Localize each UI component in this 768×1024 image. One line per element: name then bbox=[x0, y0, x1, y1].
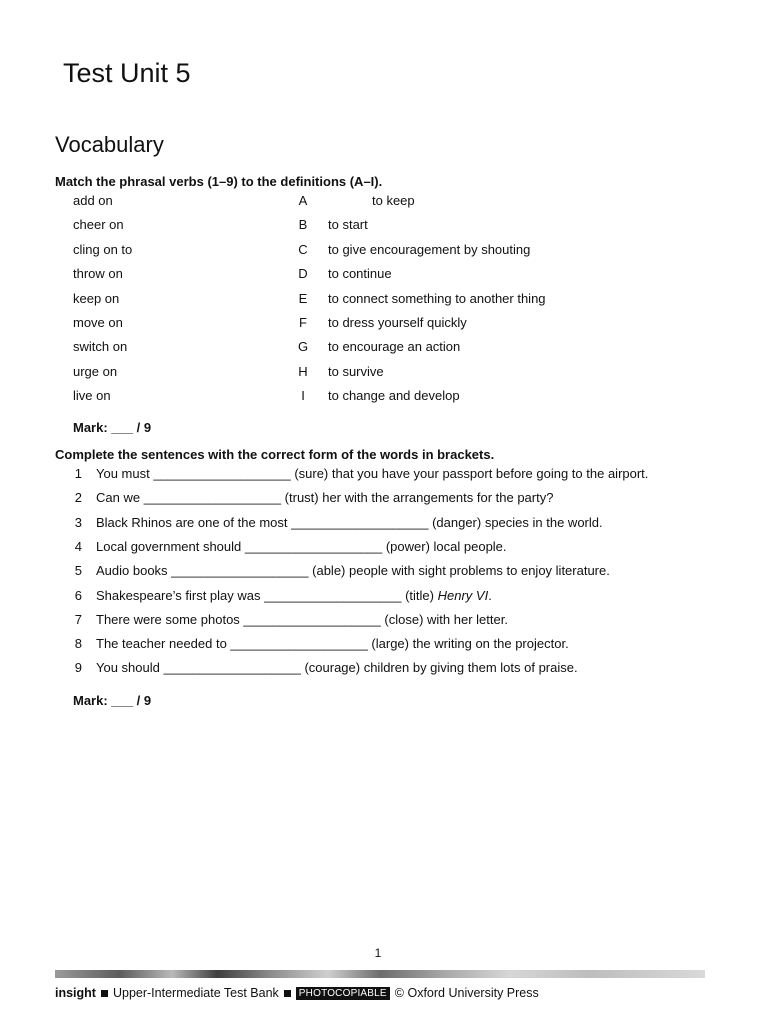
sentence-number: 2 bbox=[74, 490, 82, 506]
page-number: 1 bbox=[374, 946, 382, 960]
phrasal-verb: cheer on bbox=[73, 217, 124, 233]
sentence-body: You should ___________________ (courage) children by giving them lots of praise. bbox=[96, 660, 578, 676]
sentence-text bbox=[96, 563, 610, 578]
footer-publisher: © Oxford University Press bbox=[394, 986, 539, 1000]
definition-text: to encourage an action bbox=[328, 339, 461, 355]
definition-letter: C bbox=[298, 241, 308, 257]
definition-text: to dress yourself quickly bbox=[328, 315, 467, 330]
matching-row bbox=[0, 339, 768, 359]
definition-letter: F bbox=[299, 315, 307, 330]
phrasal-verb: switch on bbox=[73, 339, 128, 355]
exercise1-instruction: Match the phrasal verbs (1–9) to the definitions (A–I). bbox=[55, 174, 383, 189]
definition-text: to give encouragement by shouting bbox=[328, 241, 531, 257]
definition-letter: H bbox=[298, 363, 308, 379]
sentence-body: You must ___________________ (sure) that you have your passport before going to the airport. bbox=[96, 466, 649, 481]
matching-row bbox=[0, 364, 768, 384]
phrasal-verb: cling on to bbox=[73, 241, 133, 257]
matching-row bbox=[0, 266, 768, 286]
sentence-end: . bbox=[488, 587, 492, 603]
sentence-number: 8 bbox=[74, 636, 82, 652]
sentence-number: 5 bbox=[74, 563, 82, 579]
footer-square-icon bbox=[284, 990, 291, 997]
sentence-text bbox=[96, 660, 578, 675]
sentence-row bbox=[0, 660, 768, 680]
footer-brand: insight bbox=[55, 986, 96, 1000]
exercise2-mark: Mark: ___ / 9 bbox=[73, 693, 152, 708]
sentence-row bbox=[0, 490, 768, 510]
sentence-text bbox=[96, 515, 603, 530]
matching-row bbox=[0, 217, 768, 237]
matching-row bbox=[0, 315, 768, 335]
definition-text: to connect something to another thing bbox=[328, 290, 546, 306]
matching-row bbox=[0, 291, 768, 311]
phrasal-verb: move on bbox=[73, 315, 123, 330]
sentence-number: 9 bbox=[74, 660, 82, 676]
definition-text: to keep bbox=[372, 193, 415, 208]
footer-image-band bbox=[55, 970, 705, 978]
footer-square-icon bbox=[101, 990, 108, 997]
phrasal-verb: urge on bbox=[73, 363, 118, 379]
definition-letter: G bbox=[297, 339, 309, 355]
sentence-italic-title: Henry VI bbox=[437, 587, 489, 603]
sentence-text bbox=[96, 539, 507, 554]
phrasal-verb: throw on bbox=[73, 266, 123, 282]
sentence-text bbox=[96, 466, 648, 481]
sentence-text bbox=[96, 612, 508, 627]
sentence-body: Shakespeare’s first play was ___________________ (title) bbox=[96, 587, 438, 603]
sentence-number: 3 bbox=[74, 514, 82, 530]
sentence-text bbox=[96, 588, 492, 603]
sentence-number: 6 bbox=[74, 587, 82, 603]
phrasal-verb: keep on bbox=[73, 290, 120, 306]
definition-letter: B bbox=[298, 217, 308, 233]
matching-row bbox=[0, 242, 768, 262]
sentence-body: Audio books ___________________ (able) people with sight problems to enjoy literature. bbox=[96, 563, 610, 579]
sentence-row bbox=[0, 466, 768, 486]
exercise2-instruction: Complete the sentences with the correct form of the words in brackets. bbox=[55, 447, 495, 462]
sentence-body: Black Rhinos are one of the most ___________________ (danger) species in the world. bbox=[96, 514, 603, 530]
sentence-body: The teacher needed to ___________________ (large) the writing on the projector. bbox=[96, 636, 569, 652]
sentence-body: Local government should ___________________ (power) local people. bbox=[96, 538, 507, 554]
matching-row bbox=[0, 193, 768, 213]
sentence-number: 4 bbox=[74, 538, 82, 554]
phrasal-verb: add on bbox=[73, 193, 113, 208]
definition-text: to continue bbox=[328, 266, 392, 282]
definition-letter: I bbox=[301, 388, 305, 404]
sentence-text bbox=[96, 636, 569, 651]
sentence-row bbox=[0, 588, 768, 608]
photocopiable-badge: PHOTOCOPIABLE bbox=[296, 987, 390, 1000]
sentence-body: Can we ___________________ (trust) her with the arrangements for the party? bbox=[96, 490, 554, 506]
definition-letter: A bbox=[298, 193, 308, 208]
exercise1-mark: Mark: ___ / 9 bbox=[73, 420, 152, 435]
sentence-text bbox=[96, 490, 553, 505]
phrasal-verb: live on bbox=[73, 388, 111, 404]
definition-text: to start bbox=[328, 217, 368, 233]
section-heading: Vocabulary bbox=[55, 132, 164, 157]
matching-row bbox=[0, 388, 768, 408]
sentence-row bbox=[0, 636, 768, 656]
definition-letter: D bbox=[298, 266, 308, 282]
sentence-row bbox=[0, 515, 768, 535]
definition-letter: E bbox=[298, 290, 308, 306]
sentence-body: There were some photos ___________________ (close) with her letter. bbox=[96, 611, 508, 627]
sentence-number: 7 bbox=[74, 611, 82, 627]
page-title: Test Unit 5 bbox=[63, 58, 191, 88]
sentence-row bbox=[0, 539, 768, 559]
footer-book-title: Upper-Intermediate Test Bank bbox=[112, 986, 279, 1000]
sentence-number: 1 bbox=[74, 466, 82, 481]
footer bbox=[55, 986, 539, 1000]
definition-text: to survive bbox=[328, 363, 384, 379]
sentence-row bbox=[0, 563, 768, 583]
sentence-row bbox=[0, 612, 768, 632]
definition-text: to change and develop bbox=[328, 388, 460, 404]
